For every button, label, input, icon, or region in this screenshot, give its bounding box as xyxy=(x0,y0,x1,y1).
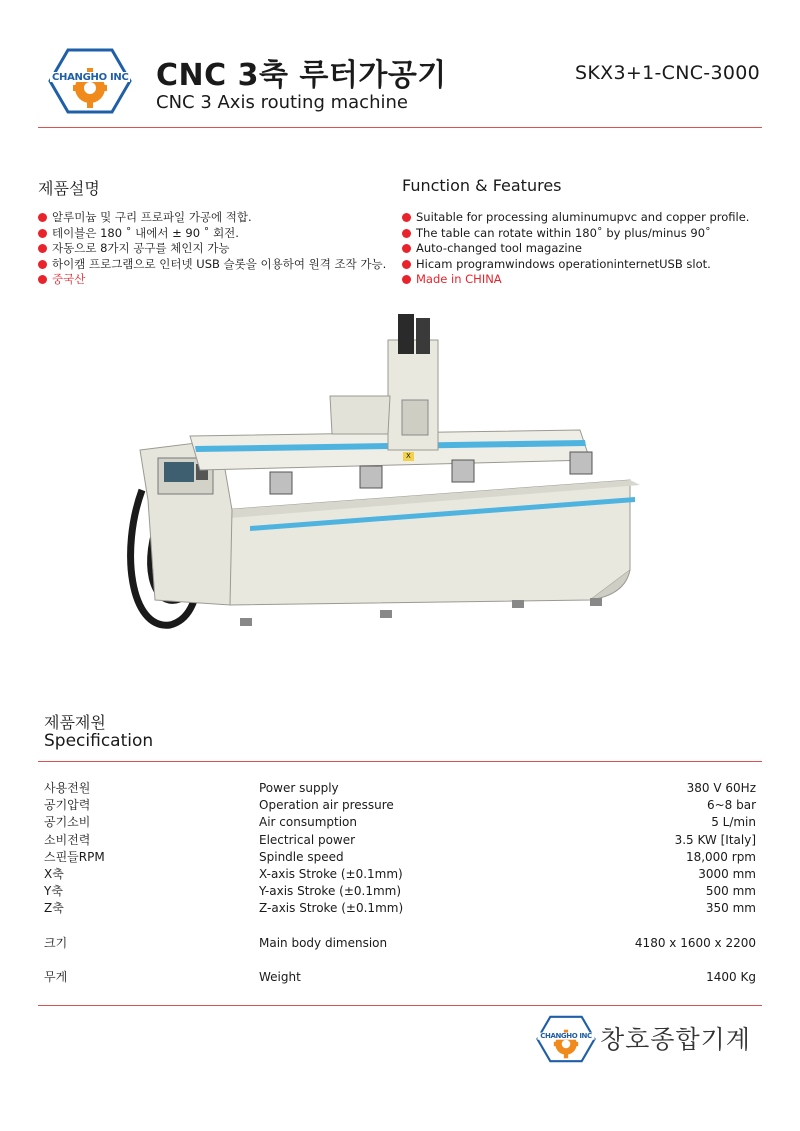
footer-divider xyxy=(38,1005,762,1006)
spec-label-ko: X축 xyxy=(44,866,64,881)
table-row xyxy=(44,883,756,900)
spec-label-ko: 공기소비 xyxy=(44,815,91,830)
spec-value: 3000 mm xyxy=(698,866,756,881)
spec-label-en: Operation air pressure xyxy=(259,798,394,813)
features-ko-heading: 제품설명 xyxy=(38,179,100,198)
spec-value: 350 mm xyxy=(705,901,756,916)
table-row xyxy=(44,866,756,883)
table-row xyxy=(44,849,756,866)
list-item: The table can rotate within 180˚ by plus/minus 90˚ xyxy=(402,226,749,242)
list-item: Hicam programwindows operationinternetUSB slot. xyxy=(402,257,749,273)
machine-image xyxy=(120,300,650,644)
list-item: 하이캠 프로그램으로 인터넷 USB 슬롯을 이용하여 원격 조작 가능. xyxy=(38,257,386,273)
spec-heading-ko: 제품제원 xyxy=(44,713,106,732)
company-name: 창호종합기계 xyxy=(600,1025,751,1054)
spec-divider xyxy=(38,761,762,762)
table-row xyxy=(44,780,756,797)
spec-value: 500 mm xyxy=(705,884,756,899)
spec-label-en: Air consumption xyxy=(259,815,357,830)
page-title: CNC 3축 루터가공기 xyxy=(156,58,447,93)
list-item: 알루미늄 및 구리 프로파일 가공에 적합. xyxy=(38,210,386,226)
spec-value: 4180 x 1600 x 2200 xyxy=(634,935,756,950)
spec-label-en: Z-axis Stroke (±0.1mm) xyxy=(259,901,404,916)
spec-value: 3.5 KW [Italy] xyxy=(674,832,756,847)
spec-value: 1400 Kg xyxy=(706,969,756,984)
table-row xyxy=(44,814,756,831)
table-row xyxy=(44,935,756,952)
list-item: Made in CHINA xyxy=(402,272,749,288)
table-row xyxy=(44,832,756,849)
list-item: 자동으로 8가지 공구를 체인지 가능 xyxy=(38,241,386,257)
spec-label-ko: 크기 xyxy=(44,935,68,950)
spec-label-ko: 스핀들RPM xyxy=(44,849,105,864)
page-subtitle: CNC 3 Axis routing machine xyxy=(156,92,408,113)
spec-label-en: Weight xyxy=(259,969,301,984)
list-item: 테이블은 180 ˚ 내에서 ± 90 ˚ 회전. xyxy=(38,226,386,242)
spec-label-ko: 무게 xyxy=(44,969,68,984)
spec-label-en: Y-axis Stroke (±0.1mm) xyxy=(259,884,402,899)
spec-value: 6~8 bar xyxy=(706,798,756,813)
logo-text: CHANGHO INC xyxy=(52,72,129,83)
spec-table xyxy=(44,780,756,986)
spec-value: 18,000 rpm xyxy=(685,849,756,864)
features-en-heading: Function & Features xyxy=(402,176,562,195)
spec-label-en: Spindle speed xyxy=(259,849,344,864)
table-row xyxy=(44,969,756,986)
model-number: SKX3+1-CNC-3000 xyxy=(575,62,760,84)
spec-label-ko: 소비전력 xyxy=(44,832,91,847)
spec-heading-en: Specification xyxy=(44,731,154,751)
axis-label: X xyxy=(403,452,414,461)
footer-logo-text: CHANGHO INC xyxy=(540,1032,592,1040)
features-ko-list xyxy=(38,210,386,288)
spec-label-ko: 공기압력 xyxy=(44,798,91,813)
table-row xyxy=(44,797,756,814)
spec-label-en: X-axis Stroke (±0.1mm) xyxy=(259,866,403,881)
spec-label-ko: Y축 xyxy=(44,884,63,899)
header-divider xyxy=(38,127,762,128)
spec-label-en: Electrical power xyxy=(259,832,356,847)
spec-label-en: Power supply xyxy=(259,781,339,795)
list-item: Auto-changed tool magazine xyxy=(402,241,749,257)
spec-label-en: Main body dimension xyxy=(259,935,388,950)
list-item: 중국산 xyxy=(38,272,386,288)
company-logo xyxy=(48,48,132,114)
list-item: Suitable for processing aluminumupvc and copper profile. xyxy=(402,210,749,226)
features-en-list xyxy=(402,210,749,288)
spec-label-ko: 사용전원 xyxy=(44,781,91,795)
table-row xyxy=(44,900,756,917)
footer-logo xyxy=(536,1015,596,1063)
spec-label-ko: Z축 xyxy=(44,901,64,916)
spec-value: 380 V 60Hz xyxy=(686,781,756,795)
spec-value: 5 L/min xyxy=(711,815,756,830)
